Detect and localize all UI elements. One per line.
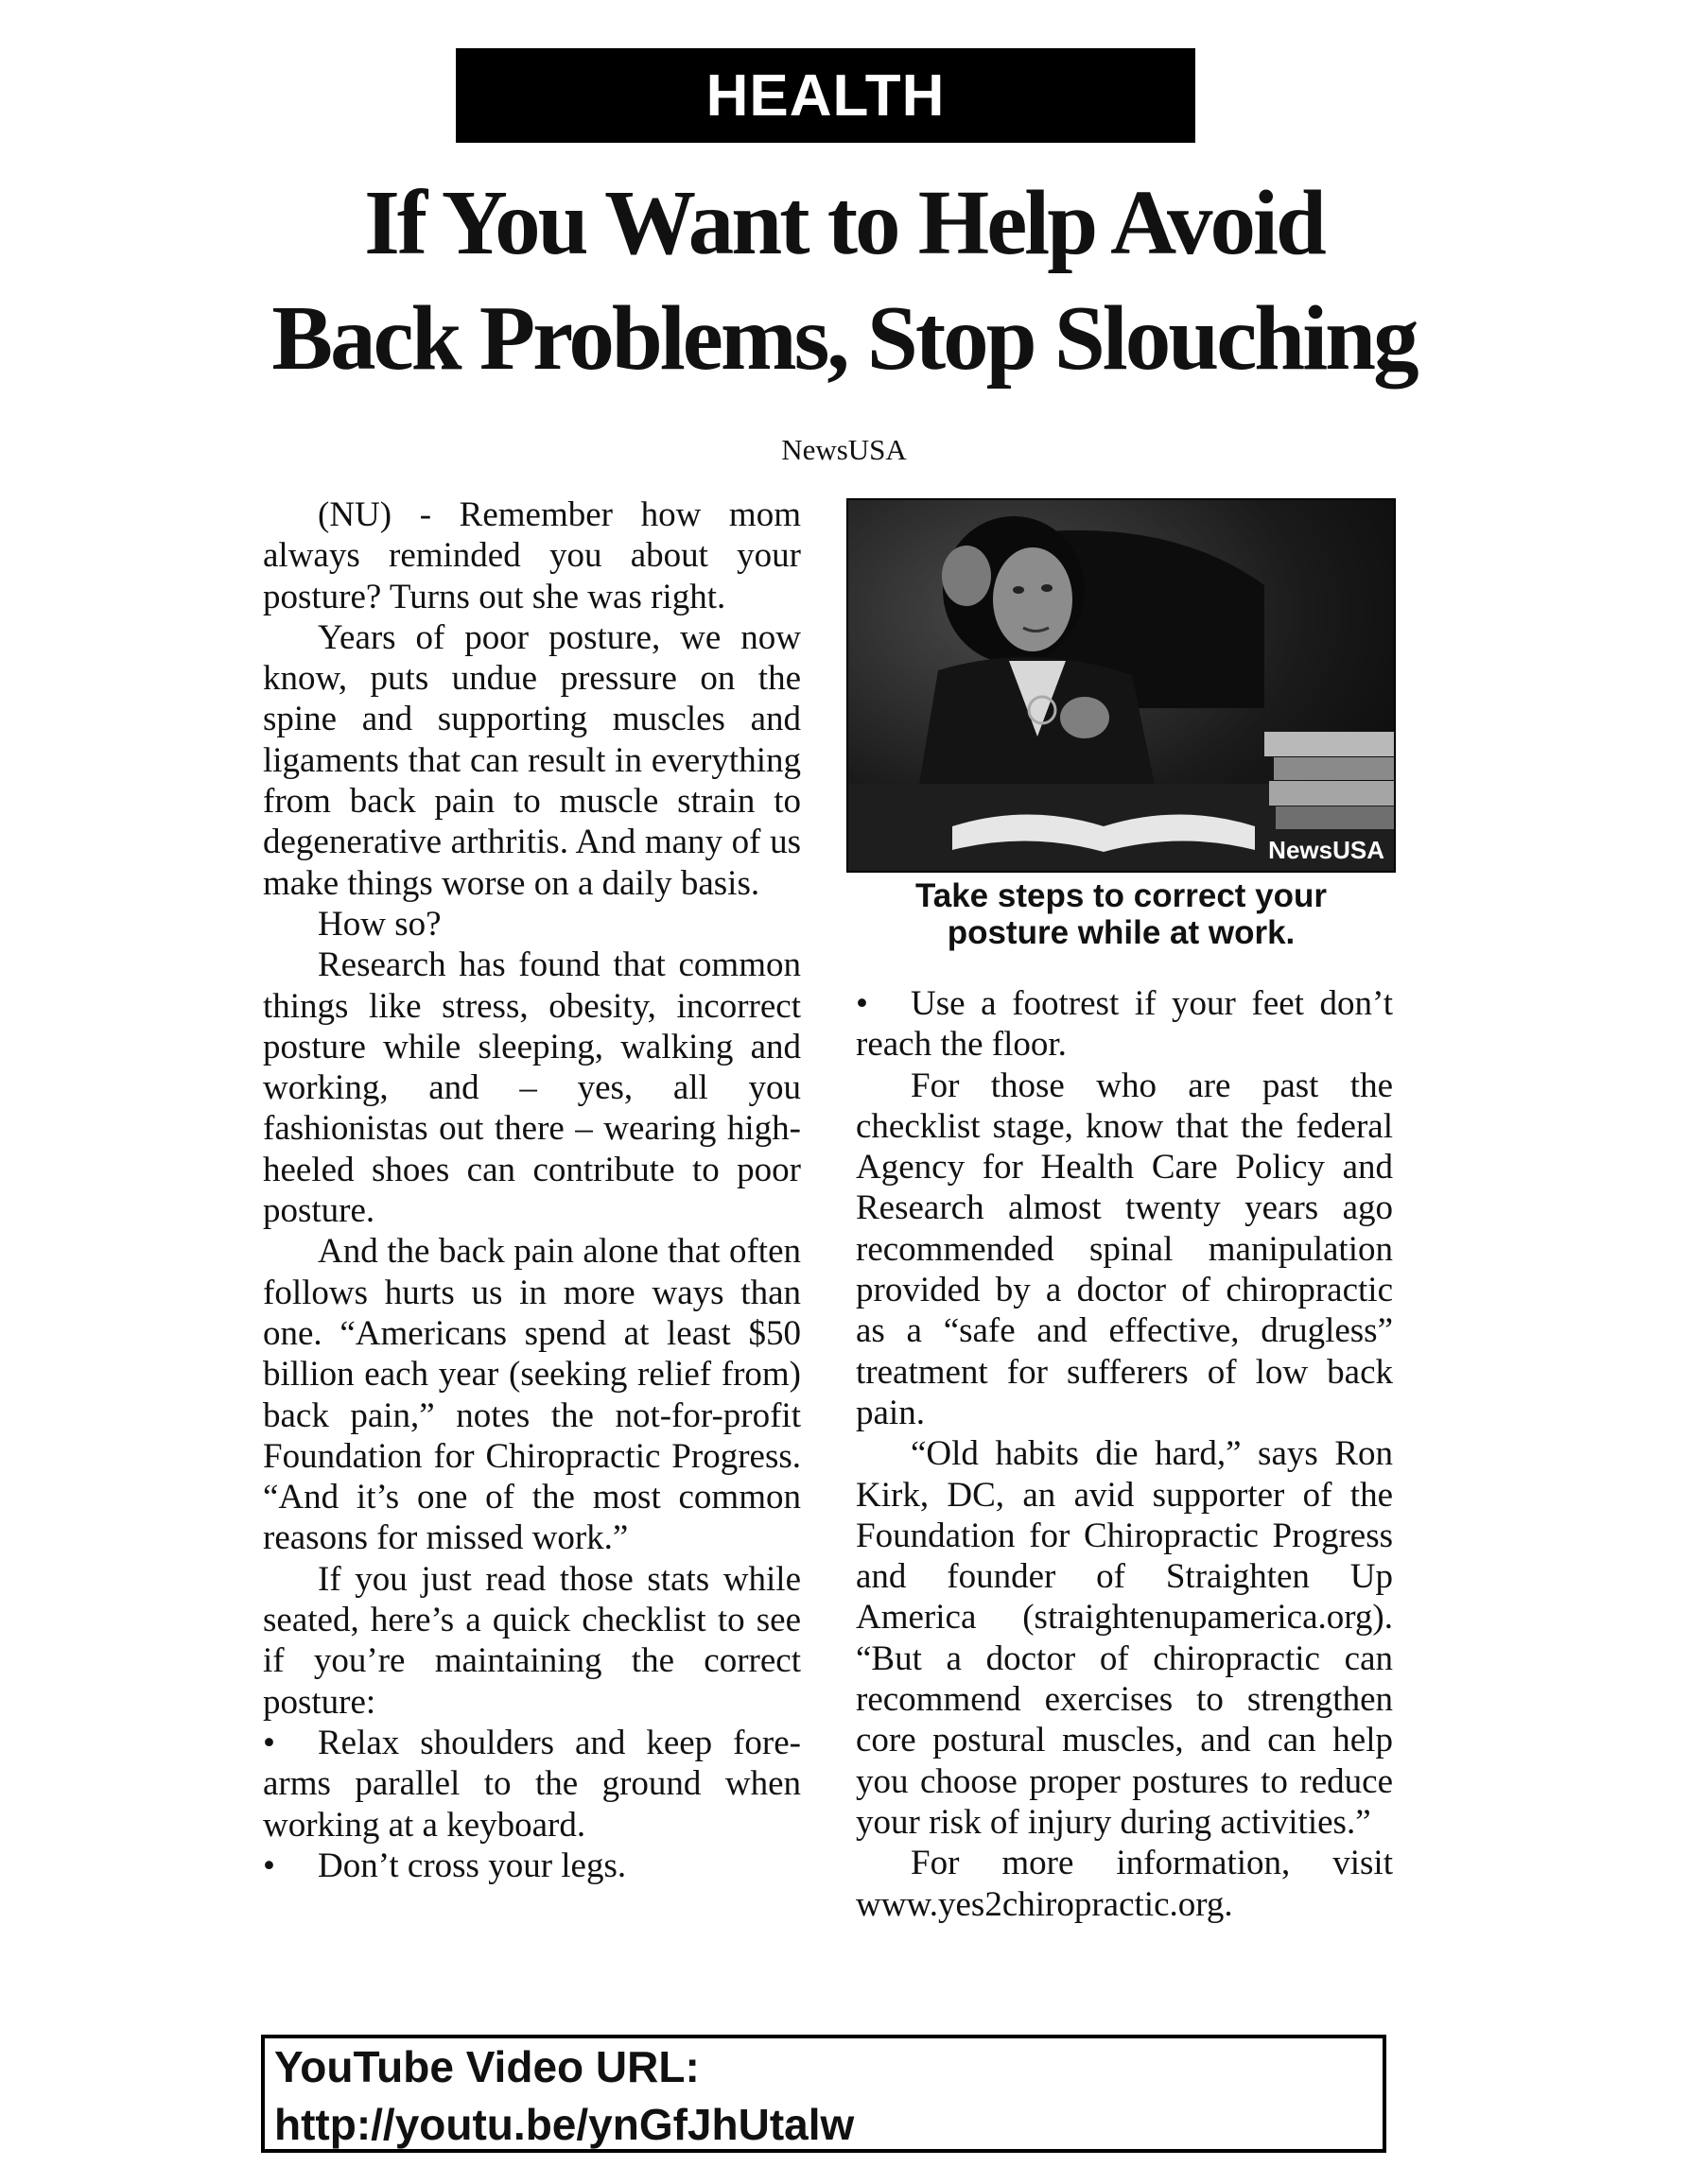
left-column <box>263 494 801 1886</box>
paragraph: For more information, visit www.yes2chiropractic.org. <box>856 1844 1393 1924</box>
paragraph: If you just read those stats while seated, here’s a quick checklist to see if you’re maintaining the correct posture: <box>263 1559 801 1722</box>
video-url[interactable]: http://youtu.be/ynGfJhUtalw <box>274 2100 855 2149</box>
section-banner <box>456 48 1195 143</box>
woman-at-desk-image <box>848 500 1394 871</box>
byline: NewsUSA <box>781 433 907 466</box>
headline-line-2: Back Problems, Stop Slouching <box>271 287 1417 389</box>
paragraph: (NU) - Remember how mom always reminded you about your posture? Turns out she was right. <box>263 495 801 616</box>
bullet-item: • Use a footrest if your feet don’t reach the floor. <box>856 984 1393 1065</box>
caption-line-2: posture while at work. <box>947 914 1296 951</box>
paragraph: For those who are past the checklist stage, know that the federal Agency for Health Care Policy and Research almost twenty years ago recommended spinal manipulation provided by a doctor of chiropractic as a “safe and effective, drugless” treatment for sufferers of low back pain. <box>856 1066 1393 1432</box>
bullet-icon: • <box>856 984 868 1023</box>
paragraph: And the back pain alone that often follows hurts us in more ways than one. “Americans spend at least $50 billion each year (seeking relief from) back pain,” notes the not-for-profit Foundation for Chiropractic Progress. “And it’s one of the most common reasons for missed work.” <box>263 1232 801 1558</box>
paragraph: How so? <box>318 904 442 944</box>
video-label: YouTube Video URL: <box>274 2042 700 2091</box>
youtube-video-box <box>261 2035 1386 2153</box>
paragraph: Years of poor posture, we now know, puts undue pressure on the spine and supporting muscles and ligaments that can result in everything from back pain to muscle strain to degenerative arthritis. And many of us make things worse on a daily basis. <box>263 617 801 903</box>
bullet-icon: • <box>263 1846 275 1885</box>
article-photo <box>846 498 1396 873</box>
bullet-icon: • <box>263 1723 275 1762</box>
photo-caption <box>846 877 1396 951</box>
headline-line-1: If You Want to Help Avoid <box>364 172 1324 273</box>
section-label: HEALTH <box>705 62 946 129</box>
photo-credit: NewsUSA <box>1268 836 1384 864</box>
paragraph: Research has found that common things like stress, obesity, incorrect posture while sleeping, walking and working, and – yes, all you fashionistas out there – wearing high-heeled shoes can contribute to poor posture. <box>263 945 801 1231</box>
paragraph: “Old habits die hard,” says Ron Kirk, DC, an avid supporter of the Foundation for Chiropractic Progress and founder of Straighten Up America (straightenupamerica.org). “But a doctor of chiropractic can recommend exercises to strengthen core postural muscles, and can help you choose proper postures to reduce your risk of injury during activities.” <box>856 1434 1393 1842</box>
caption-line-1: Take steps to correct your <box>914 877 1328 914</box>
bullet-item: • Relax shoulders and keep forearms parallel to the ground when working at a keyboard. <box>263 1723 801 1845</box>
bullet-item: • Don’t cross your legs. <box>263 1846 627 1885</box>
right-column <box>856 983 1393 1925</box>
headline <box>142 165 1546 396</box>
